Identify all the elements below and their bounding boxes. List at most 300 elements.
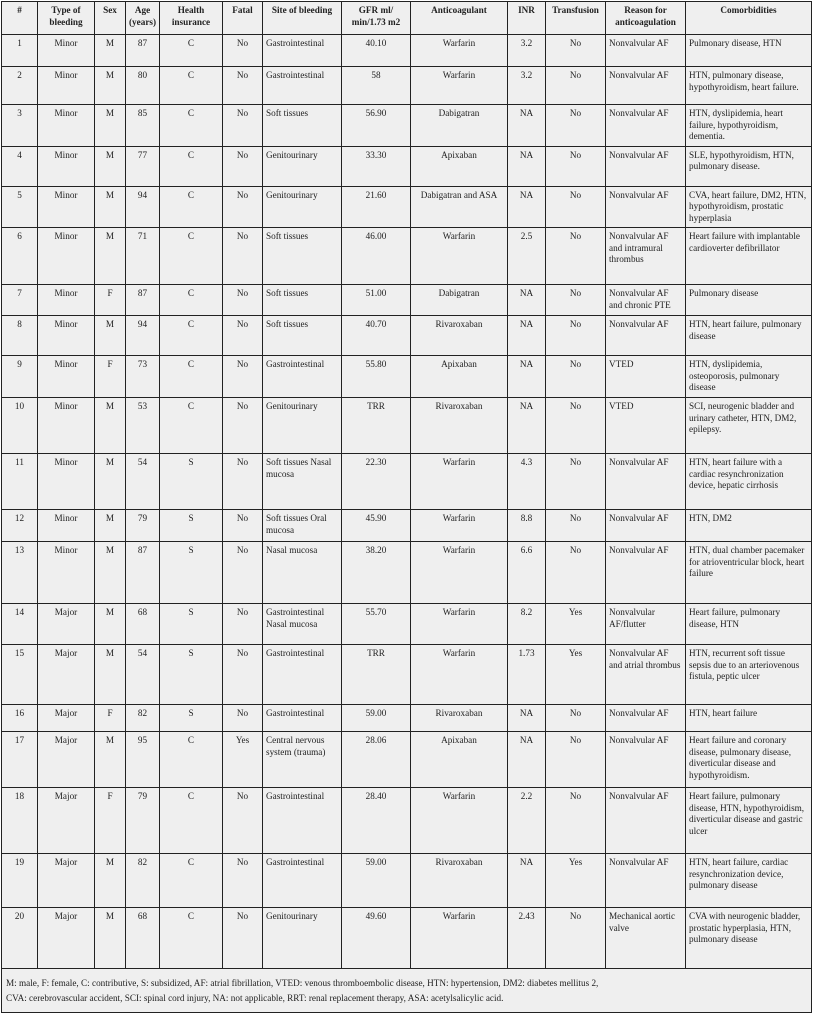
cell-reason: Nonvalvular AF and intramural thrombus <box>606 228 686 285</box>
cell-comorbidities: SCI, neurogenic bladder and urinary catheter, HTN, DM2, epilepsy. <box>686 398 812 454</box>
table-row <box>2 732 812 788</box>
cell-fatal: No <box>223 705 263 732</box>
cell-health-insurance: C <box>160 356 223 398</box>
cell-anticoagulant: Dabigatran <box>411 105 508 147</box>
table-row <box>2 398 812 454</box>
column-header-number: # <box>2 2 38 35</box>
cell-type-of-bleeding: Minor <box>38 542 95 604</box>
cell-comorbidities: HTN, pulmonary disease, hypothyroidism, heart failure. <box>686 67 812 105</box>
cell-number: 12 <box>2 510 38 542</box>
cell-anticoagulant: Warfarin <box>411 604 508 645</box>
cell-sex: M <box>95 35 126 67</box>
cell-number: 8 <box>2 316 38 356</box>
cell-anticoagulant: Warfarin <box>411 542 508 604</box>
cell-age: 54 <box>126 454 160 510</box>
cell-site-of-bleeding: Genitourinary <box>263 908 342 969</box>
column-header-type-of-bleeding: Type of bleeding <box>38 2 95 35</box>
table-row <box>2 146 812 186</box>
cell-sex: M <box>95 146 126 186</box>
cell-reason: Nonvalvular AF <box>606 705 686 732</box>
cell-fatal: No <box>223 510 263 542</box>
cell-anticoagulant: Warfarin <box>411 67 508 105</box>
cell-site-of-bleeding: Soft tissues <box>263 285 342 316</box>
cell-reason: VTED <box>606 398 686 454</box>
cell-sex: M <box>95 228 126 285</box>
cell-health-insurance: S <box>160 645 223 705</box>
table-header-row <box>2 2 812 35</box>
cell-age: 95 <box>126 732 160 788</box>
cell-transfusion: No <box>546 285 606 316</box>
cell-sex: M <box>95 645 126 705</box>
cell-number: 20 <box>2 908 38 969</box>
cell-type-of-bleeding: Minor <box>38 105 95 147</box>
cell-comorbidities: Heart failure, pulmonary disease, HTN <box>686 604 812 645</box>
cell-health-insurance: C <box>160 228 223 285</box>
table-row <box>2 454 812 510</box>
cell-fatal: No <box>223 908 263 969</box>
cell-anticoagulant: Warfarin <box>411 788 508 854</box>
cell-site-of-bleeding: Gastrointestinal <box>263 788 342 854</box>
cell-transfusion: No <box>546 542 606 604</box>
cell-inr: 2.5 <box>508 228 546 285</box>
cell-inr: 4.3 <box>508 454 546 510</box>
cell-transfusion: No <box>546 510 606 542</box>
cell-reason: Nonvalvular AF <box>606 316 686 356</box>
cell-fatal: No <box>223 35 263 67</box>
cell-site-of-bleeding: Soft tissues Nasal mucosa <box>263 454 342 510</box>
cell-reason: Nonvalvular AF and chronic PTE <box>606 285 686 316</box>
cell-fatal: No <box>223 316 263 356</box>
cell-fatal: No <box>223 604 263 645</box>
cell-gfr: 55.80 <box>342 356 411 398</box>
cell-number: 4 <box>2 146 38 186</box>
cell-inr: NA <box>508 854 546 908</box>
cell-number: 6 <box>2 228 38 285</box>
table-row <box>2 356 812 398</box>
cell-age: 87 <box>126 542 160 604</box>
cell-comorbidities: Pulmonary disease, HTN <box>686 35 812 67</box>
cell-number: 17 <box>2 732 38 788</box>
cell-health-insurance: C <box>160 146 223 186</box>
cell-anticoagulant: Warfarin <box>411 228 508 285</box>
cell-inr: NA <box>508 398 546 454</box>
cell-sex: F <box>95 705 126 732</box>
cell-transfusion: No <box>546 35 606 67</box>
cell-type-of-bleeding: Minor <box>38 510 95 542</box>
column-header-health-insurance: Health insurance <box>160 2 223 35</box>
cell-age: 82 <box>126 854 160 908</box>
cell-inr: 3.2 <box>508 67 546 105</box>
cell-site-of-bleeding: Gastrointestinal <box>263 645 342 705</box>
cell-site-of-bleeding: Genitourinary <box>263 398 342 454</box>
cell-sex: M <box>95 186 126 228</box>
cell-gfr: TRR <box>342 398 411 454</box>
table-row <box>2 186 812 228</box>
cell-gfr: 21.60 <box>342 186 411 228</box>
cell-type-of-bleeding: Minor <box>38 285 95 316</box>
cell-comorbidities: Heart failure and coronary disease, pulmonary disease, diverticular disease and hypothyroidism. <box>686 732 812 788</box>
cell-health-insurance: C <box>160 788 223 854</box>
cell-health-insurance: C <box>160 398 223 454</box>
cell-reason: Nonvalvular AF <box>606 146 686 186</box>
cell-anticoagulant: Rivaroxaban <box>411 316 508 356</box>
cell-transfusion: No <box>546 398 606 454</box>
cell-type-of-bleeding: Major <box>38 604 95 645</box>
cell-gfr: 51.00 <box>342 285 411 316</box>
cell-gfr: TRR <box>342 645 411 705</box>
cell-reason: Nonvalvular AF <box>606 854 686 908</box>
cell-age: 80 <box>126 67 160 105</box>
cell-number: 2 <box>2 67 38 105</box>
cell-comorbidities: HTN, dyslipidemia, heart failure, hypothyroidism, dementia. <box>686 105 812 147</box>
cell-age: 85 <box>126 105 160 147</box>
cell-inr: NA <box>508 186 546 228</box>
column-header-reason: Reason for anticoagulation <box>606 2 686 35</box>
table-row <box>2 542 812 604</box>
cell-comorbidities: SLE, hypothyroidism, HTN, pulmonary disease. <box>686 146 812 186</box>
cell-inr: 1.73 <box>508 645 546 705</box>
cell-age: 68 <box>126 604 160 645</box>
cell-gfr: 55.70 <box>342 604 411 645</box>
cell-inr: NA <box>508 316 546 356</box>
column-header-gfr: GFR ml/ min/1.73 m2 <box>342 2 411 35</box>
cell-number: 9 <box>2 356 38 398</box>
cell-transfusion: Yes <box>546 645 606 705</box>
column-header-anticoagulant: Anticoagulant <box>411 2 508 35</box>
cell-fatal: No <box>223 398 263 454</box>
cell-site-of-bleeding: Gastrointestinal <box>263 705 342 732</box>
cell-age: 53 <box>126 398 160 454</box>
cell-comorbidities: HTN, heart failure with a cardiac resynchronization device, hepatic cirrhosis <box>686 454 812 510</box>
cell-anticoagulant: Apixaban <box>411 732 508 788</box>
cell-type-of-bleeding: Minor <box>38 356 95 398</box>
cell-inr: 2.2 <box>508 788 546 854</box>
cell-anticoagulant: Rivaroxaban <box>411 398 508 454</box>
cell-reason: Nonvalvular AF <box>606 788 686 854</box>
cell-health-insurance: C <box>160 105 223 147</box>
cell-inr: NA <box>508 146 546 186</box>
cell-health-insurance: C <box>160 186 223 228</box>
cell-health-insurance: S <box>160 542 223 604</box>
cell-comorbidities: HTN, recurrent soft tissue sepsis due to an arteriovenous fistula, peptic ulcer <box>686 645 812 705</box>
cell-number: 18 <box>2 788 38 854</box>
table-row <box>2 510 812 542</box>
cell-number: 16 <box>2 705 38 732</box>
column-header-sex: Sex <box>95 2 126 35</box>
cell-sex: M <box>95 854 126 908</box>
cell-type-of-bleeding: Minor <box>38 398 95 454</box>
cell-reason: Nonvalvular AF and atrial thrombus <box>606 645 686 705</box>
cell-site-of-bleeding: Soft tissues <box>263 228 342 285</box>
cell-reason: Nonvalvular AF <box>606 732 686 788</box>
cell-type-of-bleeding: Minor <box>38 67 95 105</box>
cell-inr: 6.6 <box>508 542 546 604</box>
footnote <box>2 969 812 1013</box>
cell-transfusion: No <box>546 356 606 398</box>
cell-anticoagulant: Dabigatran and ASA <box>411 186 508 228</box>
cell-inr: 8.2 <box>508 604 546 645</box>
cell-fatal: No <box>223 788 263 854</box>
cell-inr: NA <box>508 705 546 732</box>
cell-comorbidities: HTN, heart failure, cardiac resynchronization device, pulmonary disease <box>686 854 812 908</box>
cell-type-of-bleeding: Minor <box>38 316 95 356</box>
cell-number: 3 <box>2 105 38 147</box>
cell-sex: F <box>95 356 126 398</box>
cell-anticoagulant: Apixaban <box>411 356 508 398</box>
cell-transfusion: Yes <box>546 854 606 908</box>
cell-comorbidities: CVA with neurogenic bladder, prostatic hyperplasia, HTN, pulmonary disease <box>686 908 812 969</box>
cell-type-of-bleeding: Major <box>38 854 95 908</box>
cell-transfusion: No <box>546 146 606 186</box>
cell-age: 73 <box>126 356 160 398</box>
cell-anticoagulant: Warfarin <box>411 454 508 510</box>
cell-gfr: 28.06 <box>342 732 411 788</box>
cell-type-of-bleeding: Minor <box>38 186 95 228</box>
cell-sex: M <box>95 908 126 969</box>
cell-fatal: No <box>223 454 263 510</box>
footnote-row <box>2 969 812 1013</box>
cell-anticoagulant: Dabigatran <box>411 285 508 316</box>
cell-reason: Nonvalvular AF <box>606 454 686 510</box>
cell-gfr: 38.20 <box>342 542 411 604</box>
cell-reason: Nonvalvular AF <box>606 542 686 604</box>
cell-comorbidities: Heart failure with implantable cardioverter defibrillator <box>686 228 812 285</box>
cell-anticoagulant: Apixaban <box>411 146 508 186</box>
cell-health-insurance: C <box>160 316 223 356</box>
cell-health-insurance: C <box>160 35 223 67</box>
cell-gfr: 28.40 <box>342 788 411 854</box>
cell-anticoagulant: Warfarin <box>411 35 508 67</box>
table-row <box>2 285 812 316</box>
cell-number: 13 <box>2 542 38 604</box>
table-row <box>2 105 812 147</box>
cell-gfr: 56.90 <box>342 105 411 147</box>
cell-type-of-bleeding: Major <box>38 705 95 732</box>
cell-sex: F <box>95 285 126 316</box>
column-header-age: Age (years) <box>126 2 160 35</box>
cell-gfr: 46.00 <box>342 228 411 285</box>
cell-comorbidities: HTN, dual chamber pacemaker for atrioventricular block, heart failure <box>686 542 812 604</box>
cell-number: 5 <box>2 186 38 228</box>
cell-comorbidities: HTN, dyslipidemia, osteoporosis, pulmonary disease <box>686 356 812 398</box>
cell-type-of-bleeding: Major <box>38 645 95 705</box>
cell-comorbidities: Pulmonary disease <box>686 285 812 316</box>
table-row <box>2 908 812 969</box>
cell-site-of-bleeding: Nasal mucosa <box>263 542 342 604</box>
cell-comorbidities: Heart failure, pulmonary disease, HTN, hypothyroidism, diverticular disease and gastric ulcer <box>686 788 812 854</box>
cell-age: 54 <box>126 645 160 705</box>
cell-site-of-bleeding: Soft tissues Oral mucosa <box>263 510 342 542</box>
cell-number: 19 <box>2 854 38 908</box>
cell-number: 1 <box>2 35 38 67</box>
cell-gfr: 33.30 <box>342 146 411 186</box>
column-header-comorbidities: Comorbidities <box>686 2 812 35</box>
cell-sex: M <box>95 454 126 510</box>
cell-reason: VTED <box>606 356 686 398</box>
cell-transfusion: No <box>546 454 606 510</box>
cell-health-insurance: C <box>160 285 223 316</box>
cell-fatal: No <box>223 67 263 105</box>
cell-type-of-bleeding: Major <box>38 908 95 969</box>
cell-inr: NA <box>508 356 546 398</box>
cell-reason: Nonvalvular AF/flutter <box>606 604 686 645</box>
cell-number: 7 <box>2 285 38 316</box>
cell-inr: NA <box>508 105 546 147</box>
cell-sex: M <box>95 732 126 788</box>
cell-fatal: No <box>223 146 263 186</box>
cell-transfusion: No <box>546 228 606 285</box>
cell-type-of-bleeding: Minor <box>38 146 95 186</box>
cell-gfr: 59.00 <box>342 854 411 908</box>
cell-sex: M <box>95 542 126 604</box>
cell-age: 79 <box>126 788 160 854</box>
cell-reason: Nonvalvular AF <box>606 105 686 147</box>
table-row <box>2 604 812 645</box>
cell-inr: 2.43 <box>508 908 546 969</box>
cell-fatal: No <box>223 285 263 316</box>
cell-health-insurance: S <box>160 454 223 510</box>
column-header-inr: INR <box>508 2 546 35</box>
column-header-transfusion: Transfusion <box>546 2 606 35</box>
cell-reason: Mechanical aortic valve <box>606 908 686 969</box>
cell-health-insurance: C <box>160 732 223 788</box>
cell-fatal: No <box>223 542 263 604</box>
cell-transfusion: No <box>546 316 606 356</box>
cell-age: 87 <box>126 35 160 67</box>
cell-gfr: 45.90 <box>342 510 411 542</box>
cell-site-of-bleeding: Gastrointestinal <box>263 854 342 908</box>
cell-inr: 3.2 <box>508 35 546 67</box>
cell-age: 79 <box>126 510 160 542</box>
cell-health-insurance: C <box>160 67 223 105</box>
cell-site-of-bleeding: Central nervous system (trauma) <box>263 732 342 788</box>
cell-transfusion: No <box>546 908 606 969</box>
cell-sex: M <box>95 316 126 356</box>
cell-type-of-bleeding: Minor <box>38 35 95 67</box>
cell-anticoagulant: Warfarin <box>411 645 508 705</box>
cell-fatal: No <box>223 356 263 398</box>
cell-anticoagulant: Warfarin <box>411 510 508 542</box>
cell-fatal: No <box>223 228 263 285</box>
cell-sex: F <box>95 788 126 854</box>
table-row <box>2 854 812 908</box>
cell-gfr: 40.10 <box>342 35 411 67</box>
table-row <box>2 788 812 854</box>
cell-number: 11 <box>2 454 38 510</box>
cell-inr: 8.8 <box>508 510 546 542</box>
column-header-site-of-bleeding: Site of bleeding <box>263 2 342 35</box>
cell-sex: M <box>95 105 126 147</box>
cell-sex: M <box>95 510 126 542</box>
cell-gfr: 58 <box>342 67 411 105</box>
cell-comorbidities: HTN, heart failure <box>686 705 812 732</box>
cell-site-of-bleeding: Gastrointestinal <box>263 67 342 105</box>
cell-comorbidities: HTN, DM2 <box>686 510 812 542</box>
cell-health-insurance: C <box>160 908 223 969</box>
cell-site-of-bleeding: Gastrointestinal <box>263 356 342 398</box>
cell-sex: M <box>95 604 126 645</box>
cell-type-of-bleeding: Minor <box>38 454 95 510</box>
cell-comorbidities: HTN, heart failure, pulmonary disease <box>686 316 812 356</box>
cell-inr: NA <box>508 732 546 788</box>
cell-fatal: No <box>223 105 263 147</box>
cell-reason: Nonvalvular AF <box>606 510 686 542</box>
cell-age: 68 <box>126 908 160 969</box>
cell-site-of-bleeding: Gastrointestinal Nasal mucosa <box>263 604 342 645</box>
table-row <box>2 645 812 705</box>
cell-transfusion: No <box>546 732 606 788</box>
cell-transfusion: No <box>546 788 606 854</box>
cell-inr: NA <box>508 285 546 316</box>
cell-health-insurance: C <box>160 854 223 908</box>
cell-anticoagulant: Rivaroxaban <box>411 854 508 908</box>
cell-age: 77 <box>126 146 160 186</box>
cell-sex: M <box>95 67 126 105</box>
table-row <box>2 35 812 67</box>
cell-number: 14 <box>2 604 38 645</box>
cell-fatal: No <box>223 854 263 908</box>
cell-fatal: No <box>223 645 263 705</box>
cell-transfusion: No <box>546 705 606 732</box>
table-body <box>2 35 812 969</box>
cell-reason: Nonvalvular AF <box>606 67 686 105</box>
footnote-line-1: M: male, F: female, C: contributive, S: subsidized, AF: atrial fibrillation, VTED: venous thromboembolic disease, HTN: hypertension, DM2: diabetes mellitus 2, <box>6 977 599 988</box>
cell-age: 94 <box>126 316 160 356</box>
column-header-fatal: Fatal <box>223 2 263 35</box>
cell-comorbidities: CVA, heart failure, DM2, HTN, hypothyroidism, prostatic hyperplasia <box>686 186 812 228</box>
cell-gfr: 40.70 <box>342 316 411 356</box>
cell-health-insurance: S <box>160 604 223 645</box>
cell-reason: Nonvalvular AF <box>606 35 686 67</box>
cell-number: 15 <box>2 645 38 705</box>
cell-age: 87 <box>126 285 160 316</box>
table-row <box>2 705 812 732</box>
table-row <box>2 228 812 285</box>
cell-health-insurance: S <box>160 510 223 542</box>
cell-type-of-bleeding: Major <box>38 732 95 788</box>
cell-age: 94 <box>126 186 160 228</box>
cell-fatal: No <box>223 186 263 228</box>
cell-age: 71 <box>126 228 160 285</box>
table-row <box>2 67 812 105</box>
cell-number: 10 <box>2 398 38 454</box>
cell-site-of-bleeding: Genitourinary <box>263 146 342 186</box>
cell-fatal: Yes <box>223 732 263 788</box>
cell-site-of-bleeding: Soft tissues <box>263 105 342 147</box>
document-page <box>1 1 811 1013</box>
cell-type-of-bleeding: Minor <box>38 228 95 285</box>
cell-site-of-bleeding: Gastrointestinal <box>263 35 342 67</box>
cell-transfusion: No <box>546 186 606 228</box>
cell-age: 82 <box>126 705 160 732</box>
cell-reason: Nonvalvular AF <box>606 186 686 228</box>
cell-sex: M <box>95 398 126 454</box>
cell-transfusion: No <box>546 67 606 105</box>
table-row <box>2 316 812 356</box>
cell-gfr: 59.00 <box>342 705 411 732</box>
cell-transfusion: No <box>546 105 606 147</box>
footnote-line-2: CVA: cerebrovascular accident, SCI: spinal cord injury, NA: not applicable, RRT: renal replacement therapy, ASA: acetylsalicylic acid. <box>6 992 504 1003</box>
cell-gfr: 22.30 <box>342 454 411 510</box>
bleeding-cases-table <box>1 1 812 1013</box>
cell-site-of-bleeding: Genitourinary <box>263 186 342 228</box>
cell-gfr: 49.60 <box>342 908 411 969</box>
cell-type-of-bleeding: Major <box>38 788 95 854</box>
cell-anticoagulant: Rivaroxaban <box>411 705 508 732</box>
cell-transfusion: Yes <box>546 604 606 645</box>
cell-site-of-bleeding: Soft tissues <box>263 316 342 356</box>
cell-anticoagulant: Warfarin <box>411 908 508 969</box>
